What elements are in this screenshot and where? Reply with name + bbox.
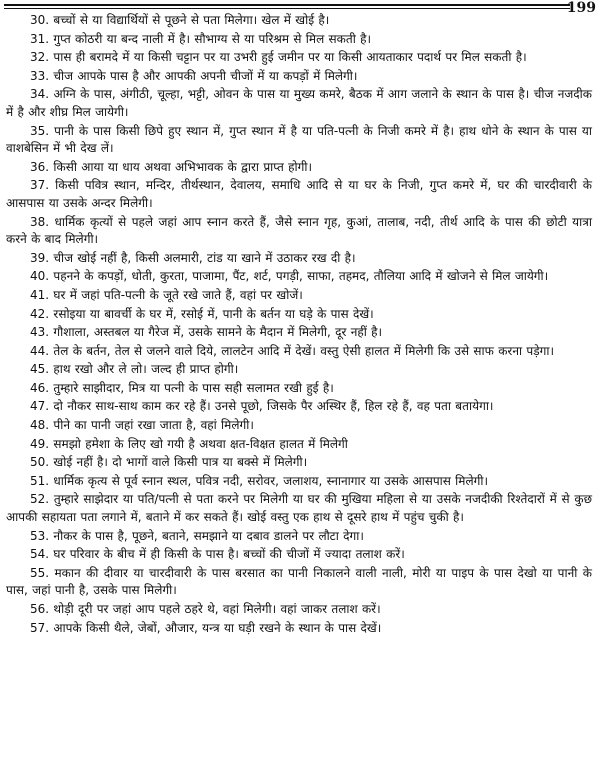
entry-number: 44.	[30, 343, 50, 358]
entry-item	[6, 306, 592, 325]
entry-text: तुम्हारे साझीदार, मित्र या पत्नी के पास सही सलामत रखी हुई है।	[53, 380, 334, 395]
entry-text: धार्मिक कृत्यों से पहले जहां आप स्नान करते हैं, जैसे स्नान गृह, कुआं, तालाब, नदी, तीर्थ आदि के पास की छोटी यात्रा करने के बाद मिलेगी।	[6, 214, 592, 247]
entry-item	[6, 436, 592, 455]
entry-item	[6, 380, 592, 399]
entry-item	[6, 86, 592, 122]
entry-text: किसी पवित्र स्थान, मन्दिर, तीर्थस्थान, देवालय, समाधि आदि से या घर के निजी, गुप्त कमरे में, घर की चारदीवारी के आसपास या उसके अन्दर मिलेगी।	[6, 178, 592, 210]
entry-number: 52.	[30, 492, 50, 507]
entry-text: पीने का पानी जहां रखा जाता है, वहां मिलेगी।	[53, 418, 254, 433]
entry-number: 45.	[30, 362, 50, 377]
entry-item	[6, 565, 592, 601]
entry-item	[6, 473, 592, 492]
entry-text: मकान की दीवार या चारदीवारी के पास बरसात का पानी निकालने वाली नाली, मोरी या पाइप के पास देखो या पानी के पास, जहां पानी है, उसके पास मिलेगी।	[6, 565, 592, 598]
entry-item	[6, 417, 592, 436]
entry-item	[6, 214, 592, 250]
entry-text: पानी के पास किसी छिपे हुए स्थान में, गुप्त स्थान में है या पति-पत्नी के निजी कमरे में है। हाथ धोने के स्थान के पास या वाशबेसिन में भी देख लें।	[6, 123, 592, 156]
entry-text: दो नौकर साथ-साथ काम कर रहे हैं। उनसे पूछो, जिसके पैर अस्थिर हैं, हिल रहे हैं, वह पता बतायेगा।	[53, 399, 494, 414]
entry-number: 37.	[30, 178, 50, 193]
entry-item	[6, 398, 592, 417]
entry-text: हाथ रखो और ले लो। जल्द ही प्राप्त होगी।	[53, 362, 239, 377]
page-number: 199	[566, 0, 596, 16]
entry-item	[6, 31, 592, 50]
entry-text: गौशाला, अस्तबल या गैरेज में, उसके सामने के मैदान में मिलेगी, दूर नहीं है।	[53, 325, 383, 340]
entry-item	[6, 528, 592, 547]
entry-text: आपके किसी थैले, जेबों, औजार, यन्त्र या घड़ी रखने के स्थान के पास देखें।	[53, 620, 382, 635]
entry-number: 46.	[30, 380, 50, 395]
entry-number: 51.	[30, 473, 50, 488]
entry-number: 54.	[30, 547, 50, 562]
entry-number: 47.	[30, 399, 50, 414]
entry-number: 34.	[30, 87, 50, 102]
entry-text: चीज आपके पास है और आपकी अपनी चीजों में या कपड़ों में मिलेगी।	[53, 68, 358, 83]
entry-number: 55.	[30, 565, 50, 580]
entry-item	[6, 49, 592, 68]
entry-number: 56.	[30, 602, 50, 616]
entry-number: 49.	[30, 436, 50, 451]
entry-text: चीज खोई नहीं है, किसी अलमारी, टांड या खाने में उठाकर रख दी है।	[53, 250, 356, 265]
entry-item	[6, 287, 592, 306]
entry-number: 39.	[30, 250, 50, 265]
entry-text: धार्मिक कृत्य से पूर्व स्नान स्थल, पवित्र नदी, सरोवर, जलाशय, स्नानागार या उसके आसपास मिलेगी।	[53, 473, 489, 488]
entry-list	[6, 12, 592, 638]
entry-item	[6, 546, 592, 565]
entry-text: घर परिवार के बीच में ही किसी के पास है। बच्चों की चीजों में ज्यादा तलाश करें।	[53, 547, 405, 562]
entry-text: गुप्त कोठरी या बन्द नाली में है। सौभाग्य से या परिश्रम से मिल सकती है।	[53, 31, 372, 46]
entry-text: पास ही बरामदे में या किसी चट्टान पर या उभरी हुई जमीन पर या किसी आयताकार पदार्थ पर मिल सकती है।	[53, 50, 527, 65]
header-rule	[4, 4, 570, 6]
entry-item	[6, 601, 592, 620]
entry-text: तुम्हारे साझेदार या पति/पत्नी से पता करने पर मिलेगी या घर की मुखिया महिला से या उसके नजदीकी रिश्तेदारों में से कुछ आपकी सहायता पता लगाने में, बताने में कर सकते हैं। खोई वस्तु एक हाथ से दूसरे हाथ में पहुंच चुकी है।	[6, 492, 592, 525]
entry-text: किसी आया या धाय अथवा अभिभावक के द्वारा प्राप्त होगी।	[53, 159, 313, 174]
entry-item	[6, 250, 592, 269]
entry-item	[6, 620, 592, 639]
entry-number: 57.	[30, 620, 50, 635]
entry-item	[6, 343, 592, 362]
entry-number: 42.	[30, 306, 50, 321]
entry-text: तेल के बर्तन, तेल से जलने वाले दिये, लालटेन आदि में देखें। वस्तु ऐसी हालत में मिलेगी कि उसे साफ करना पड़ेगा।	[53, 343, 555, 358]
entry-number: 48.	[30, 418, 50, 433]
entry-item	[6, 123, 592, 159]
entry-text: घर में जहां पति-पत्नी के जूते रखे जाते हैं, वहां पर खोजें।	[53, 287, 303, 302]
entry-item	[6, 361, 592, 380]
entry-item	[6, 324, 592, 343]
entry-number: 31.	[30, 31, 50, 46]
header-rule-thin	[4, 8, 570, 9]
entry-item	[6, 268, 592, 287]
entry-item	[6, 12, 592, 31]
entry-number: 43.	[30, 325, 50, 340]
entry-number: 38.	[30, 214, 50, 229]
entry-item	[6, 159, 592, 178]
entry-text: समझो हमेशा के लिए खो गयी है अथवा क्षत-विक्षत हालत में मिलेगी	[53, 436, 348, 451]
entry-number: 53.	[30, 528, 50, 543]
entry-text: अग्नि के पास, अंगीठी, चूल्हा, भट्टी, ओवन के पास या मुख्य कमरे, बैठक में आग जलाने के स्थान के पास है। चीज नजदीक में है और शीघ्र मिल जायेगी।	[6, 87, 592, 119]
entry-item	[6, 454, 592, 473]
entry-number: 30.	[30, 13, 50, 27]
entry-item	[6, 491, 592, 527]
entry-number: 35.	[30, 123, 50, 138]
entry-number: 50.	[30, 455, 50, 470]
entry-text: नौकर के पास है, पूछने, बताने, समझाने या दबाव डालने पर लौटा देगा।	[53, 528, 364, 543]
entry-number: 32.	[30, 50, 50, 65]
entry-number: 41.	[30, 287, 50, 302]
entry-text: थोड़ी दूरी पर जहां आप पहले ठहरे थे, वहां मिलेगी। वहां जाकर तलाश करें।	[53, 602, 381, 616]
entry-number: 33.	[30, 68, 50, 83]
entry-item	[6, 68, 592, 87]
entry-text: रसोइया या बावर्ची के घर में, रसोई में, पानी के बर्तन या घड़े के पास देखें।	[53, 306, 374, 321]
entry-item	[6, 177, 592, 213]
entry-text: बच्चों से या विद्यार्थियों से पूछने से पता मिलेगा। खेल में खोई है।	[53, 13, 330, 27]
entry-text: खोई नहीं है। दो भागों वाले किसी पात्र या बक्से में मिलेगी।	[53, 455, 308, 470]
entry-number: 36.	[30, 159, 50, 174]
entry-number: 40.	[30, 269, 50, 284]
entry-text: पहनने के कपड़ों, धोती, कुरता, पाजामा, पैंट, शर्ट, पगड़ी, साफा, तहमद, तौलिया आदि में खोजने से मिल जायेगी।	[53, 269, 549, 284]
